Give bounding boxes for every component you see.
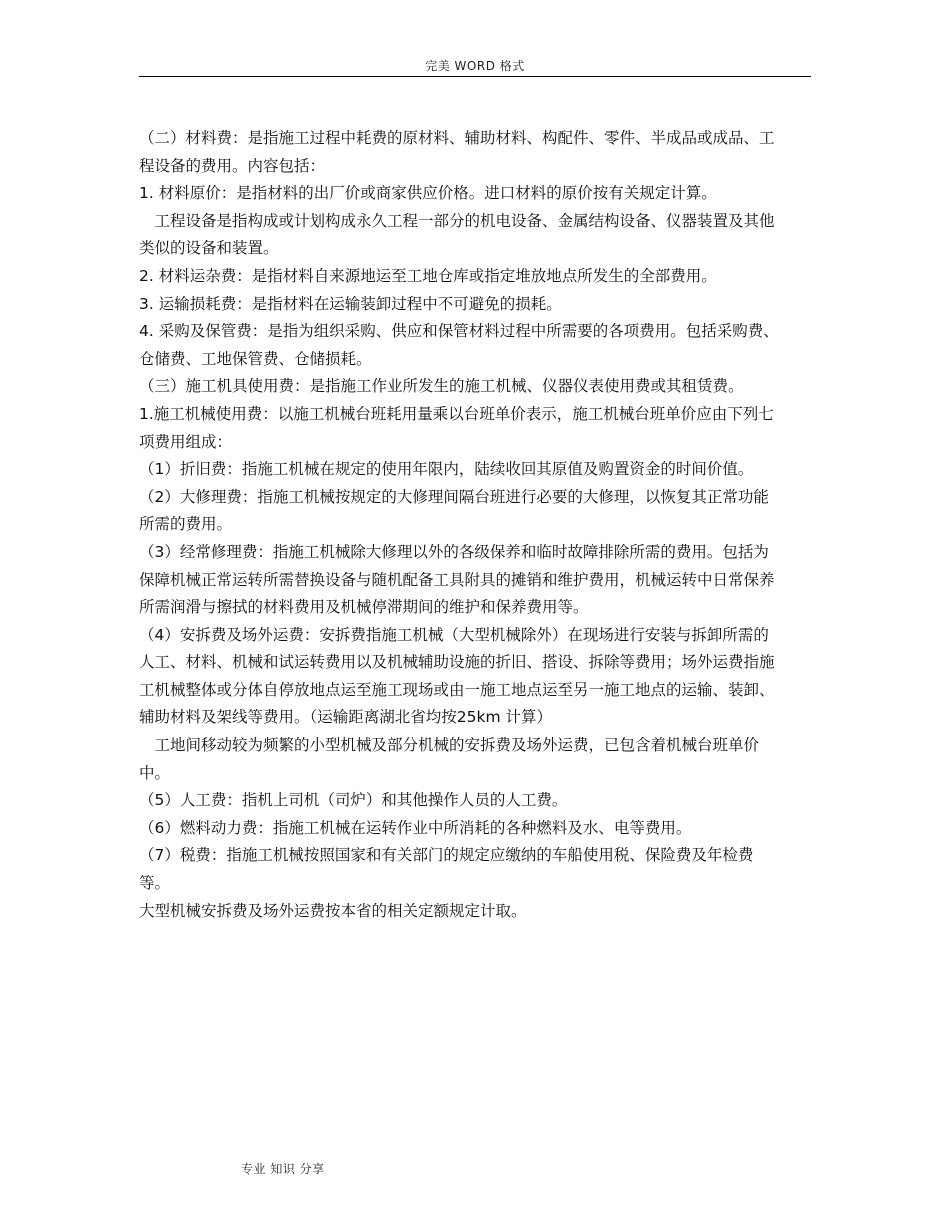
header-divider: [139, 76, 811, 77]
paragraph-machinery-usage: 1.施工机械使用费：以施工机械台班耗用量乘以台班单价表示，施工机械台班单价应由下列七项费用组成：: [139, 404, 774, 451]
paragraph-labor-fee: （5）人工费：指机上司机（司炉）和其他操作人员的人工费。: [139, 791, 568, 810]
paragraph-transport-loss: 3. 运输损耗费：是指材料在运输装卸过程中不可避免的损耗。: [139, 294, 562, 313]
paragraph-depreciation: （1）折旧费：指施工机械在规定的使用年限内，陆续收回其原值及购置资金的时间价值。: [139, 460, 754, 479]
paragraph-installation-transport: （4）安拆费及场外运费：安拆费指施工机械（大型机械除外）在现场进行安装与拆卸所需的人工、材料、机械和试运转费用以及机械辅助设施的折旧、搭设、拆除等费用；场外运费指施工机械整体或分体自停放地点运至施工现场或由一施工地点运至另一施工地点的运输、装卸、辅助材料及架线等费用。（运输距离湖北省均按25km 计算）: [139, 625, 775, 727]
paragraph-large-machinery: 大型机械安拆费及场外运费按本省的相关定额规定计取。: [139, 901, 527, 920]
paragraph-engineering-equipment: 工程设备是指构成或计划构成永久工程一部分的机电设备、金属结构设备、仪器装置及其他类似的设备和装置。: [139, 211, 775, 258]
paragraph-machinery-fee: （三）施工机具使用费：是指施工作业所发生的施工机械、仪器仪表使用费或其租赁费。: [139, 377, 744, 396]
document-body: [139, 125, 779, 925]
paragraph-overhaul: （2）大修理费：指施工机械按规定的大修理间隔台班进行必要的大修理，以恢复其正常功能所需的费用。: [139, 487, 769, 534]
paragraph-materials-fee: （二）材料费：是指施工过程中耗费的原材料、辅助材料、构配件、零件、半成品或成品、工程设备的费用。内容包括：: [139, 129, 775, 175]
page-footer: 专业 知识 分享: [241, 1162, 325, 1176]
paragraph-small-machinery: 工地间移动较为频繁的小型机械及部分机械的安拆费及场外运费，已包含着机械台班单价中。: [139, 736, 760, 782]
paragraph-material-price: 1. 材料原价：是指材料的出厂价或商家供应价格。进口材料的原价按有关规定计算。: [139, 184, 717, 203]
paragraph-fuel-power: （6）燃料动力费：指施工机械在运转作业中所消耗的各种燃料及水、电等费用。: [139, 818, 692, 837]
paragraph-procurement-storage: 4. 采购及保管费：是指为组织采购、供应和保管材料过程中所需要的各项费用。包括采购费、仓储费、工地保管费、仓储损耗。: [139, 322, 779, 368]
paragraph-transport-fee: 2. 材料运杂费：是指材料自来源地运至工地仓库或指定堆放地点所发生的全部费用。: [139, 266, 717, 285]
paragraph-taxes: （7）税费：指施工机械按照国家和有关部门的规定应缴纳的车船使用税、保险费及年检费等。: [139, 846, 754, 893]
paragraph-regular-repair: （3）经常修理费：指施工机械除大修理以外的各级保养和临时故障排除所需的费用。包括为保障机械正常运转所需替换设备与随机配备工具附具的摊销和维护费用，机械运转中日常保养所需润滑与擦拭的材料费用及机械停滞期间的维护和保养费用等。: [139, 542, 775, 617]
page-header: 完美 WORD 格式: [425, 59, 525, 73]
